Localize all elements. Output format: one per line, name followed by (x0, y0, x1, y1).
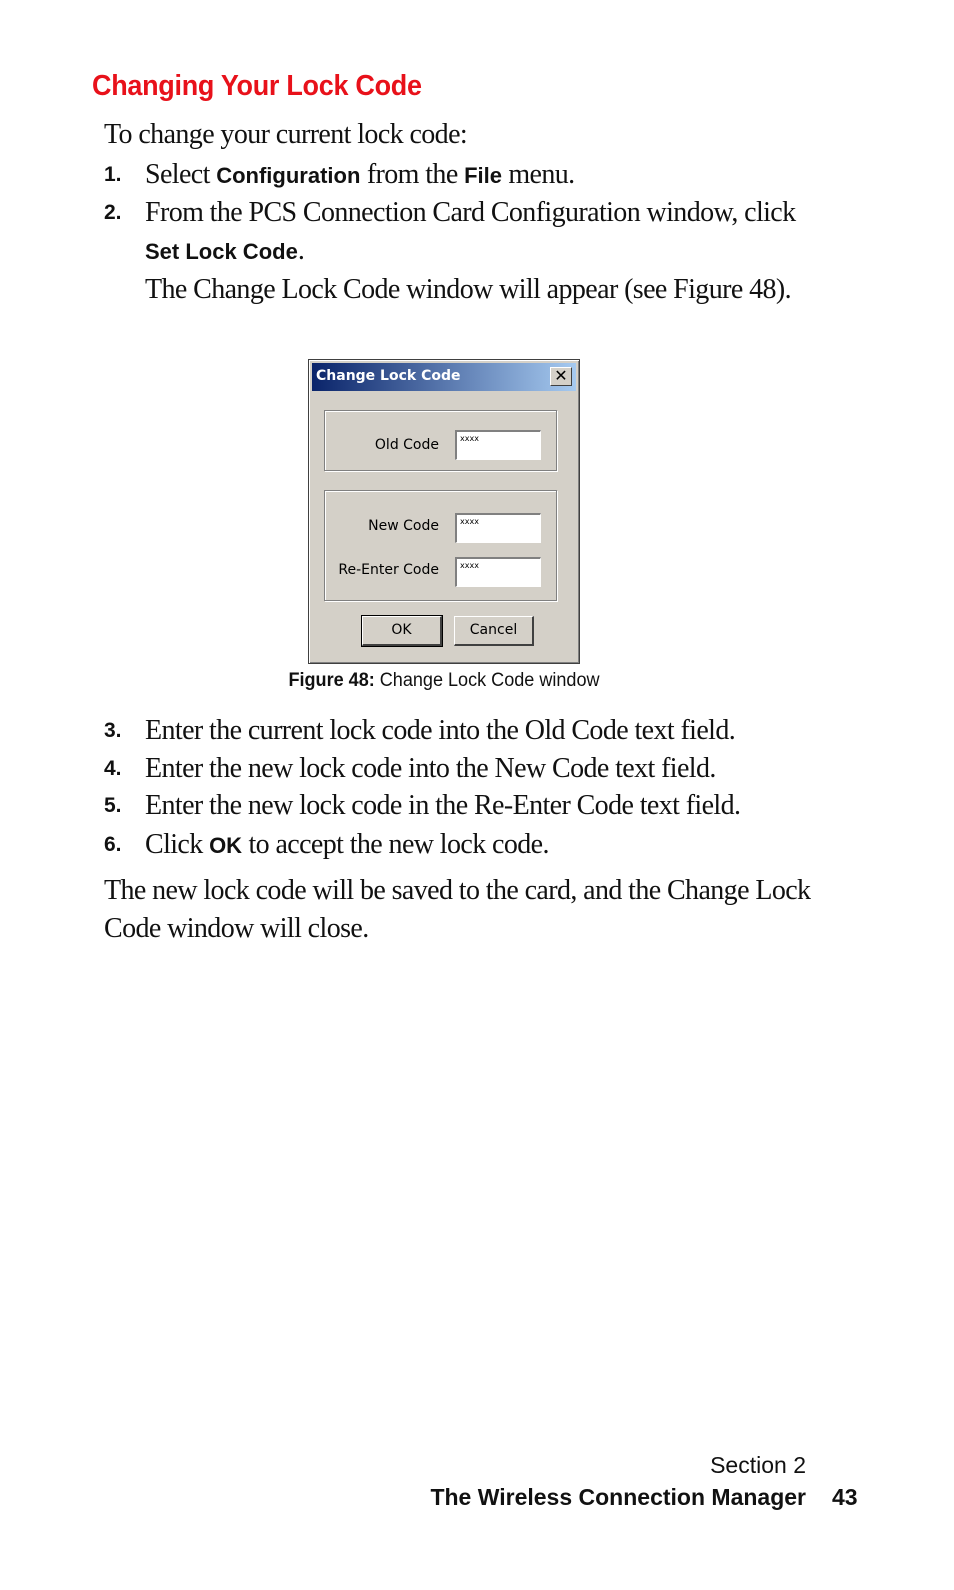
step-number: 4. (104, 757, 122, 780)
button-term-ok: OK (209, 833, 243, 858)
step-note: The Change Lock Code window will appear (see Figure 48). (145, 274, 791, 305)
page-number: 43 (832, 1484, 858, 1510)
figure-caption-text: Change Lock Code window (374, 670, 600, 691)
step-text: Enter the new lock code into the New Code text field. (145, 753, 716, 784)
step-text-part: Click (145, 829, 210, 860)
figure-caption (22, 670, 866, 692)
step-text-part: Select (145, 159, 217, 190)
step-number: 3. (104, 719, 122, 742)
step-text-part: menu. (501, 159, 575, 190)
footer-title: The Wireless Connection Manager (430, 1484, 806, 1510)
dialog-title: Change Lock Code (316, 368, 461, 384)
step-number: 6. (104, 833, 122, 856)
new-code-input[interactable]: xxxx (455, 513, 541, 543)
intro-text: To change your current lock code: (104, 119, 468, 150)
close-icon[interactable]: ✕ (550, 367, 572, 386)
dialog-titlebar[interactable] (312, 363, 576, 391)
step-number: 2. (104, 201, 122, 224)
step-text: Enter the new lock code in the Re-Enter Code text field. (145, 790, 741, 821)
old-code-group (324, 410, 557, 471)
menu-term-file: File (464, 163, 502, 188)
cancel-button[interactable]: Cancel (454, 616, 534, 646)
change-lock-code-dialog (308, 359, 580, 664)
footer-section: Section 2 (710, 1452, 806, 1478)
step-text: Enter the current lock code into the Old Code text field. (145, 715, 736, 746)
page-heading: Changing Your Lock Code (92, 70, 422, 102)
closing-paragraph: The new lock code will be saved to the card, and the Change Lock Code window will close. (104, 875, 811, 944)
old-code-label: Old Code (374, 437, 439, 453)
new-code-group (324, 490, 557, 601)
step-text (145, 194, 825, 309)
reenter-code-label: Re-Enter Code (338, 562, 439, 578)
new-code-label: New Code (368, 518, 439, 534)
step-text-part: to accept the new lock code. (242, 829, 549, 860)
step-text-part: from the (360, 159, 465, 190)
menu-term-configuration: Configuration (216, 163, 361, 188)
button-term-set-lock-code: Set Lock Code (145, 239, 298, 264)
ok-button[interactable]: OK (362, 616, 442, 646)
step-number: 1. (104, 163, 122, 186)
step-text (145, 826, 825, 865)
step-text-part: From the PCS Connection Card Configuration window, click (145, 197, 796, 228)
step-text (145, 156, 825, 195)
old-code-input[interactable]: xxxx (455, 430, 541, 460)
reenter-code-input[interactable]: xxxx (455, 557, 541, 587)
figure-label: Figure 48: (288, 670, 375, 691)
step-text-part: . (297, 235, 305, 266)
step-number: 5. (104, 794, 122, 817)
